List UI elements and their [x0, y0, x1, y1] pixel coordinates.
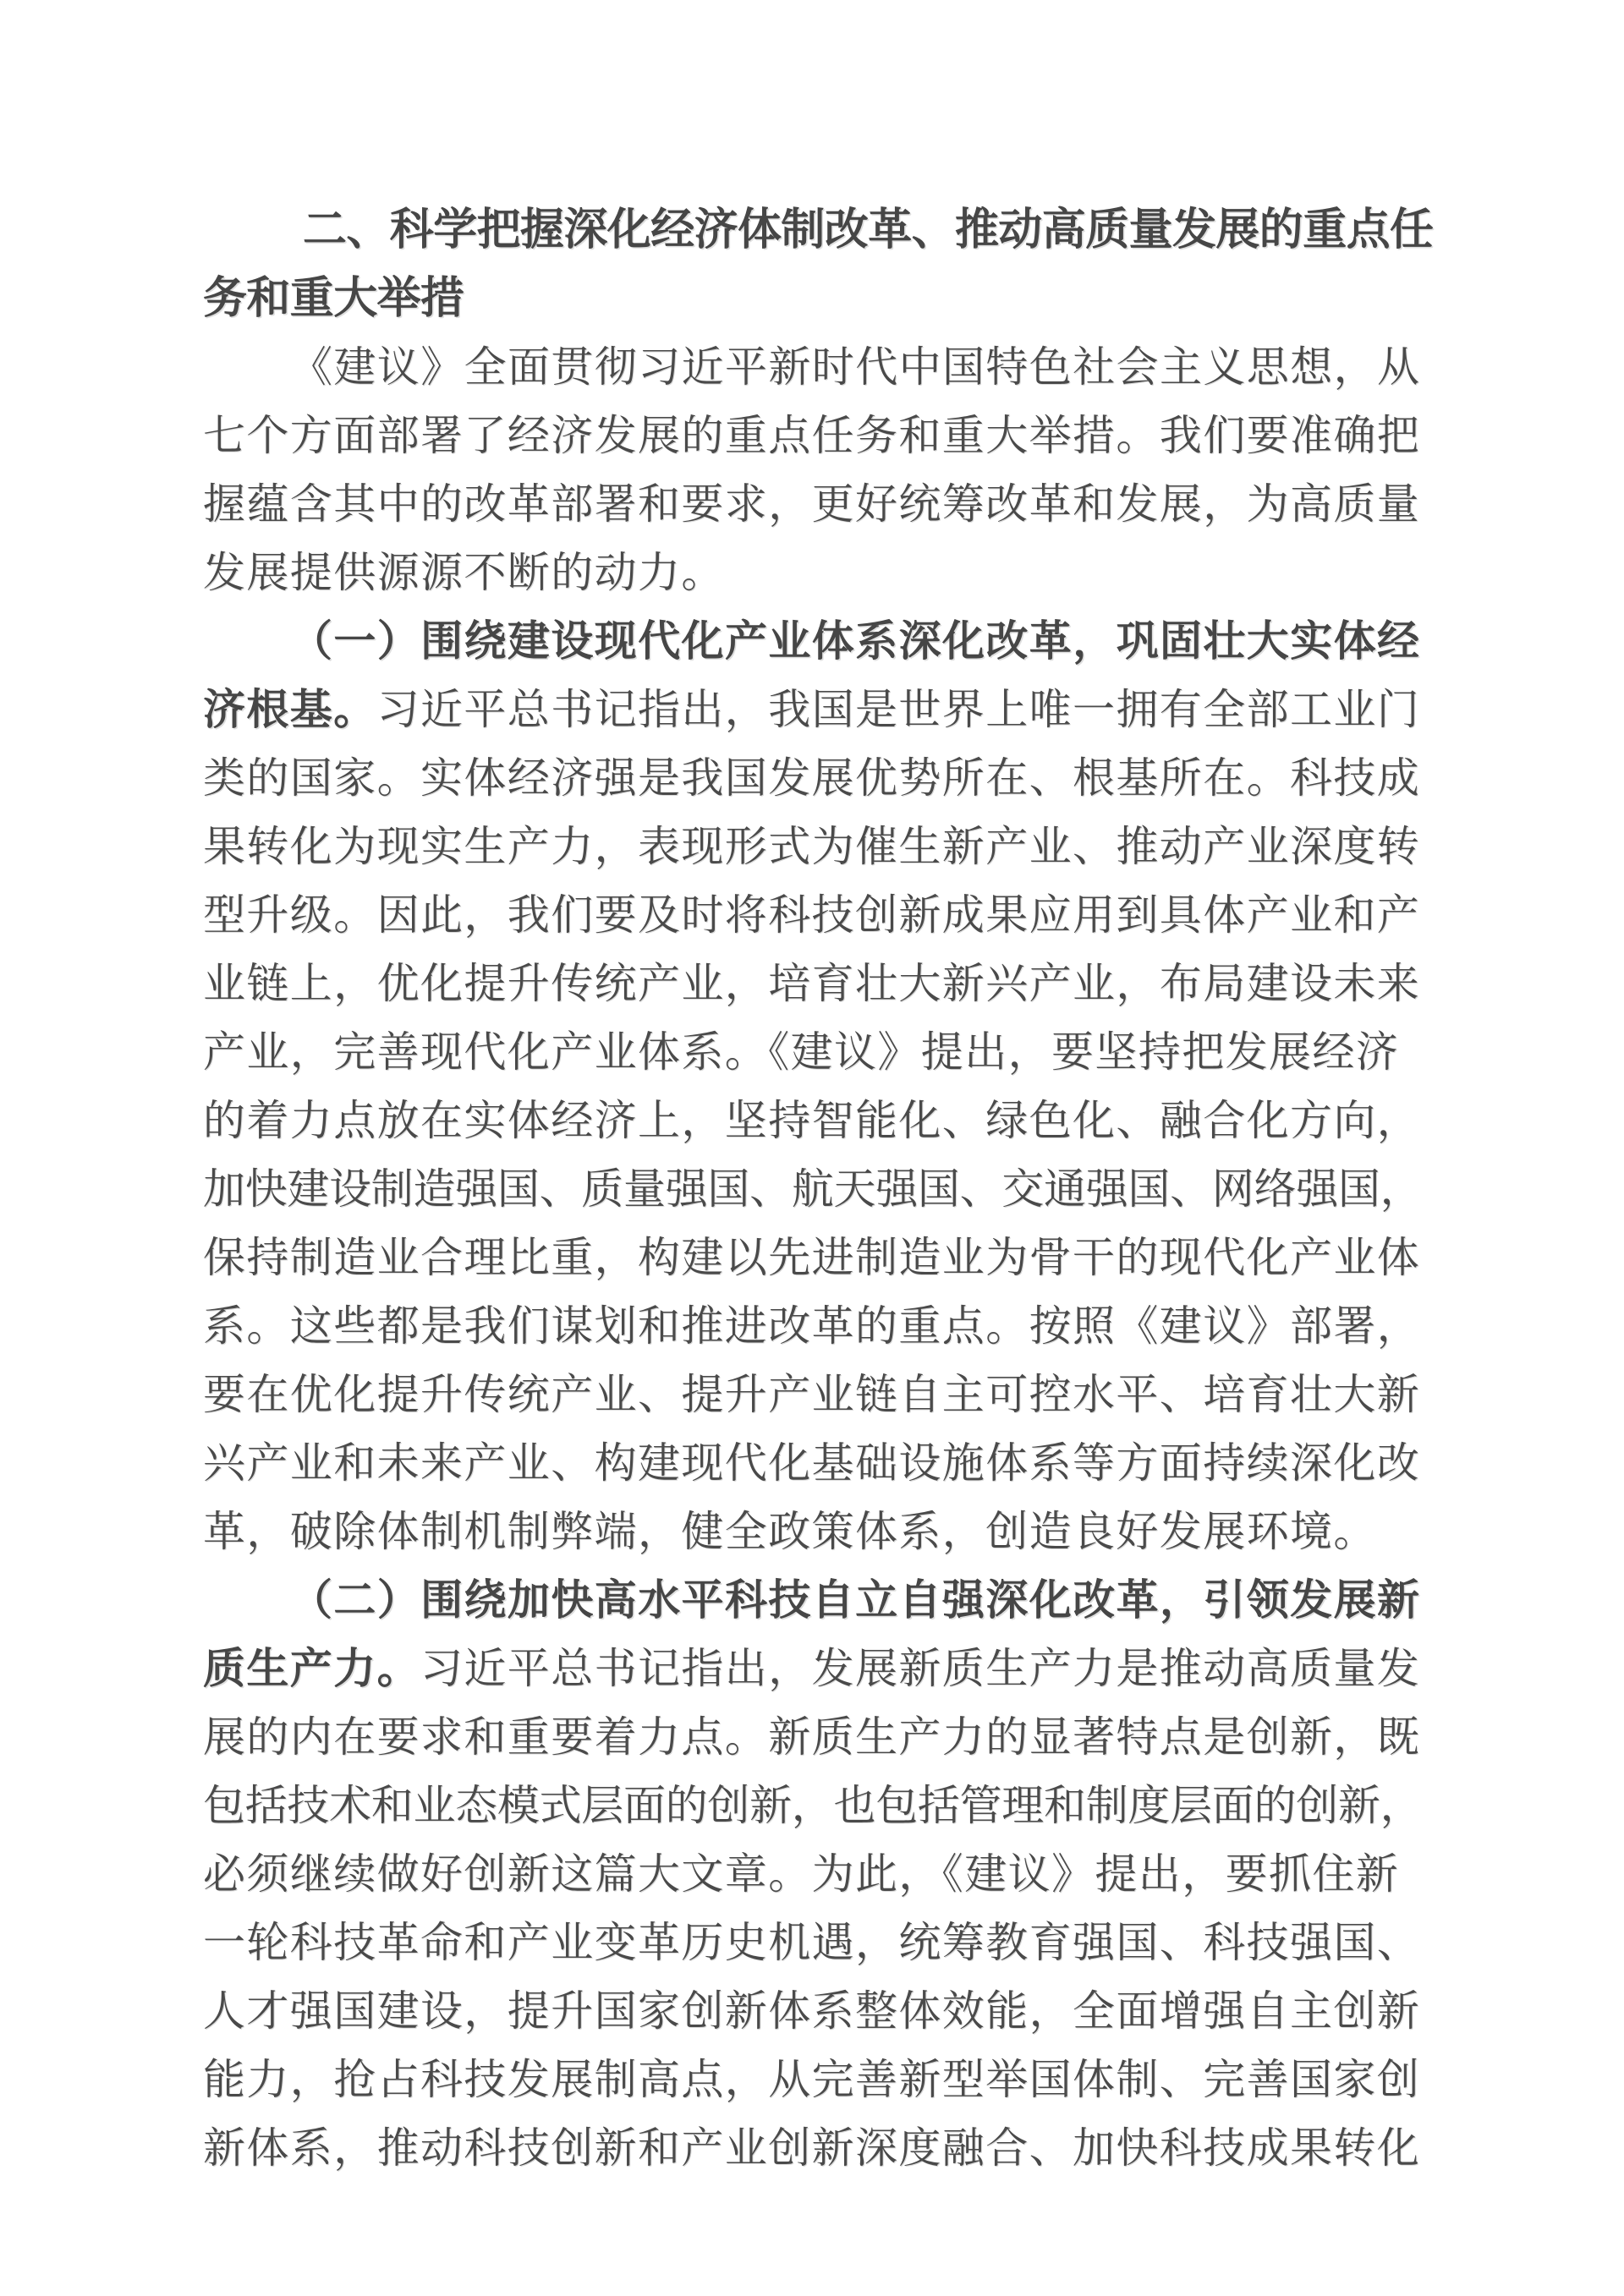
- body-line: [203, 470, 1421, 539]
- text-block: [203, 196, 1434, 2183]
- body-line: [203, 744, 1421, 813]
- body-line: [203, 1087, 1421, 1155]
- body-line: [203, 1498, 1421, 1566]
- body-text-segment: 握蕴含其中的改革部署和要求，更好统筹改革和发展，为高质量: [203, 480, 1421, 528]
- body-line: [203, 402, 1421, 470]
- body-line: [203, 2114, 1421, 2183]
- bold-text-segment: （二）围绕加快高水平科技自立自强深化改革，引领发展新: [290, 1576, 1421, 1624]
- body-text-segment: 《建议》全面贯彻习近平新时代中国特色社会主义思想，从: [290, 343, 1421, 391]
- heading-line: [203, 265, 1421, 333]
- bold-text-segment: 务和重大举措: [203, 274, 464, 323]
- body-text-segment: 保持制造业合理比重，构建以先进制造业为骨干的现代化产业体: [203, 1234, 1421, 1281]
- body-line: [203, 676, 1421, 744]
- body-text-segment: 加快建设制造强国、质量强国、航天强国、交通强国、网络强国，: [203, 1165, 1423, 1213]
- body-text-segment: 能力，抢占科技发展制高点，从完善新型举国体制、完善国家创: [203, 2056, 1421, 2103]
- body-text-segment: 系。这些都是我们谋划和推进改革的重点。按照《建议》部署，: [203, 1302, 1421, 1350]
- body-line: [203, 1566, 1421, 1635]
- bold-text-segment: （一）围绕建设现代化产业体系深化改革，巩固壮大实体经: [290, 617, 1421, 665]
- body-line: [203, 333, 1421, 402]
- body-text-segment: 要在优化提升传统产业、提升产业链自主可控水平、培育壮大新: [203, 1371, 1421, 1418]
- body-text-segment: 展的内在要求和重要着力点。新质生产力的显著特点是创新，既: [203, 1713, 1421, 1761]
- body-text-segment: 新体系，推动科技创新和产业创新深度融合、加快科技成果转化: [203, 2124, 1421, 2172]
- body-line: [203, 813, 1421, 881]
- body-text-segment: 发展提供源源不断的动力。: [203, 549, 725, 596]
- body-line: [203, 1909, 1421, 1977]
- body-text-segment: 类的国家。实体经济强是我国发展优势所在、根基所在。科技成: [203, 754, 1421, 802]
- body-text-segment: 七个方面部署了经济发展的重点任务和重大举措。我们要准确把: [203, 412, 1421, 459]
- body-line: [203, 1361, 1421, 1429]
- body-line: [203, 1772, 1421, 1840]
- body-text-segment: 一轮科技革命和产业变革历史机遇，统筹教育强国、科技强国、: [203, 1919, 1421, 1966]
- body-text-segment: 包括技术和业态模式层面的创新，也包括管理和制度层面的创新，: [203, 1782, 1423, 1829]
- bold-text-segment: 质生产力。: [203, 1645, 420, 1692]
- bold-text-segment: 二、科学把握深化经济体制改革、推动高质量发展的重点任: [303, 205, 1434, 255]
- body-text-segment: 习近平总书记指出，我国是世界上唯一拥有全部工业门: [376, 686, 1421, 733]
- body-line: [203, 1977, 1421, 2046]
- body-line: [203, 881, 1421, 950]
- body-text-segment: 人才强国建设，提升国家创新体系整体效能，全面增强自主创新: [203, 1987, 1421, 2035]
- body-text-segment: 产业，完善现代化产业体系。《建议》提出，要坚持把发展经济: [203, 1028, 1400, 1076]
- body-line: [203, 539, 1421, 607]
- bold-text-segment: 济根基。: [203, 686, 377, 733]
- body-line: [203, 1429, 1421, 1498]
- body-line: [203, 607, 1421, 676]
- body-text-segment: 型升级。因此，我们要及时将科技创新成果应用到具体产业和产: [203, 891, 1421, 939]
- body-text-segment: 必须继续做好创新这篇大文章。为此，《建议》提出，要抓住新: [203, 1850, 1400, 1898]
- body-text-segment: 果转化为现实生产力，表现形式为催生新产业、推动产业深度转: [203, 823, 1421, 870]
- body-line: [203, 1840, 1421, 1909]
- body-text-segment: 革，破除体制机制弊端，健全政策体系，创造良好发展环境。: [203, 1508, 1377, 1555]
- heading-line: [203, 196, 1434, 265]
- body-text-segment: 习近平总书记指出，发展新质生产力是推动高质量发: [420, 1645, 1421, 1692]
- body-line: [203, 1018, 1421, 1087]
- body-line: [203, 1635, 1421, 1703]
- body-text-segment: 的着力点放在实体经济上，坚持智能化、绿色化、融合化方向，: [203, 1097, 1421, 1144]
- body-text-segment: 业链上，优化提升传统产业，培育壮大新兴产业，布局建设未来: [203, 960, 1421, 1007]
- body-line: [203, 950, 1421, 1018]
- body-line: [203, 2046, 1421, 2114]
- body-line: [203, 1155, 1421, 1224]
- body-line: [203, 1224, 1421, 1292]
- body-text-segment: 兴产业和未来产业、构建现代化基础设施体系等方面持续深化改: [203, 1439, 1421, 1487]
- body-line: [203, 1703, 1421, 1772]
- body-line: [203, 1292, 1421, 1361]
